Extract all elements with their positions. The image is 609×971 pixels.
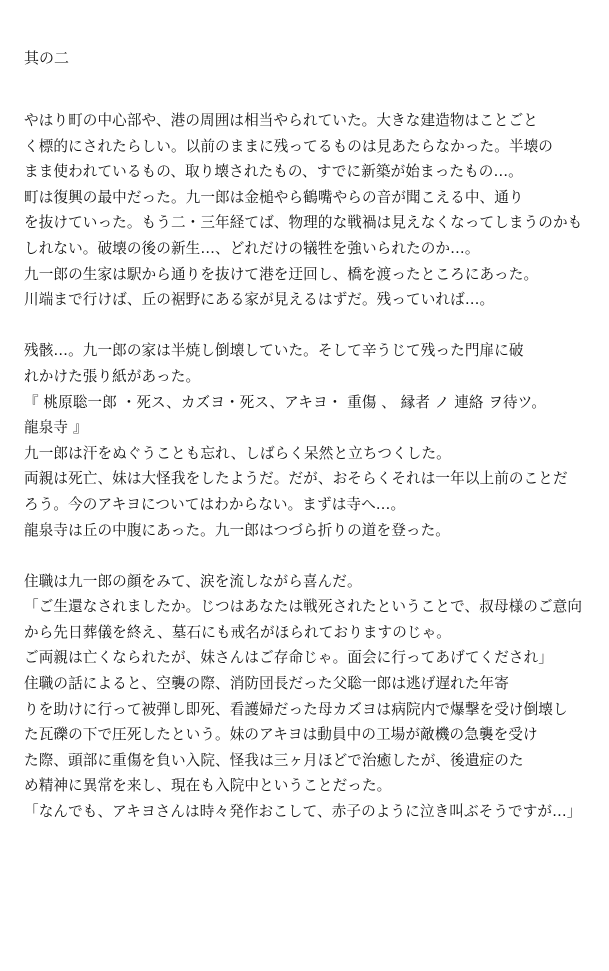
text-line: れかけた張り紙があった。 [24,367,201,385]
text-line: た瓦礫の下で圧死したという。妹のアキヨは動員中の工場が敵機の急襲を受け [24,726,538,744]
text-line: 町は復興の最中だった。九一郎は金槌やら鶴嘴やらの音が聞こえる中、通り [24,188,524,206]
text-line: 住職は九一郎の顔をみて、涙を流しながら喜んだ。 [24,572,362,590]
text-line: 九一郎は汗をぬぐうことも忘れ、しばらく呆然と立ちつくした。 [24,444,451,462]
text-line: 龍泉寺 』 [24,419,88,437]
text-line: 川端まで行けば、丘の裾野にある家が見えるはずだ。残っていれば…。 [24,291,495,309]
text-line: め精神に異常を来し、現在も入院中ということだった。 [24,777,392,795]
text-line: やはり町の中心部や、港の周囲は相当やられていた。大きな建造物はことごと [24,112,538,129]
text-line: く標的にされたらしい。以前のままに残ってるものは見あたらなかった。半壊の [24,137,553,155]
text-line: た際、頭部に重傷を負い入院、怪我は三ヶ月ほどで治癒したが、後遺症のた [24,751,524,769]
text-line: 住職の話によると、空襲の際、消防団長だった父聡一郎は逃げ遅れた年寄 [24,675,509,693]
text-line: ろう。今のアキヨについてはわからない。まずは寺へ…。 [24,495,406,513]
text-line: 残骸…。九一郎の家は半焼し倒壊していた。そして辛うじて残った門扉に破 [24,342,524,360]
text-line: を抜けていった。もう二・三年経てば、物理的な戦禍は見えなくなってしまうのかも [24,214,583,232]
text-line: 「ご生還なされましたか。じつはあなたは戦死されたということで、叔母様のご意向 [24,598,583,616]
text-line: りを助けに行って被弾し即死、看護婦だった母カズヨは病院内で爆撃を受け倒壊し [24,700,568,718]
text-line: 龍泉寺は丘の中腹にあった。九一郎はつづら折りの道を登った。 [24,521,450,539]
text-line: 九一郎の生家は駅から通りを抜けて港を迂回し、橋を渡ったところにあった。 [24,265,539,283]
text-line: 『 桃原聡一郎 ・死ス、カズヨ・死ス、アキヨ・ 重傷 、 縁者 ノ 連絡 ヲ待ツ。 [24,393,547,411]
paragraph-gap [24,543,589,569]
paragraph-gap [24,313,589,339]
chapter-title: 其の二 [24,49,70,67]
text-line: ご両親は亡くなられたが、妹さんはご存命じゃ。面会に行ってあげてくだされ」 [24,649,553,667]
text-line: しれない。破壊の後の新生…、どれだけの犠牲を強いられたのか…。 [24,239,480,257]
text-line: から先日葬儀を終え、墓石にも戒名がほられておりますのじゃ。 [24,623,451,641]
text-line: 「なんでも、アキヨさんは時々発作おこして、赤子のように泣き叫ぶそうですが…」 [24,803,582,821]
story-body [24,108,589,825]
text-line: 両親は死亡、妹は大怪我をしたようだ。だが、おそらくそれは一年以上前のことだ [24,470,568,488]
text-line: まま使われているもの、取り壊されたもの、すでに新築が始まったもの…。 [24,163,523,181]
